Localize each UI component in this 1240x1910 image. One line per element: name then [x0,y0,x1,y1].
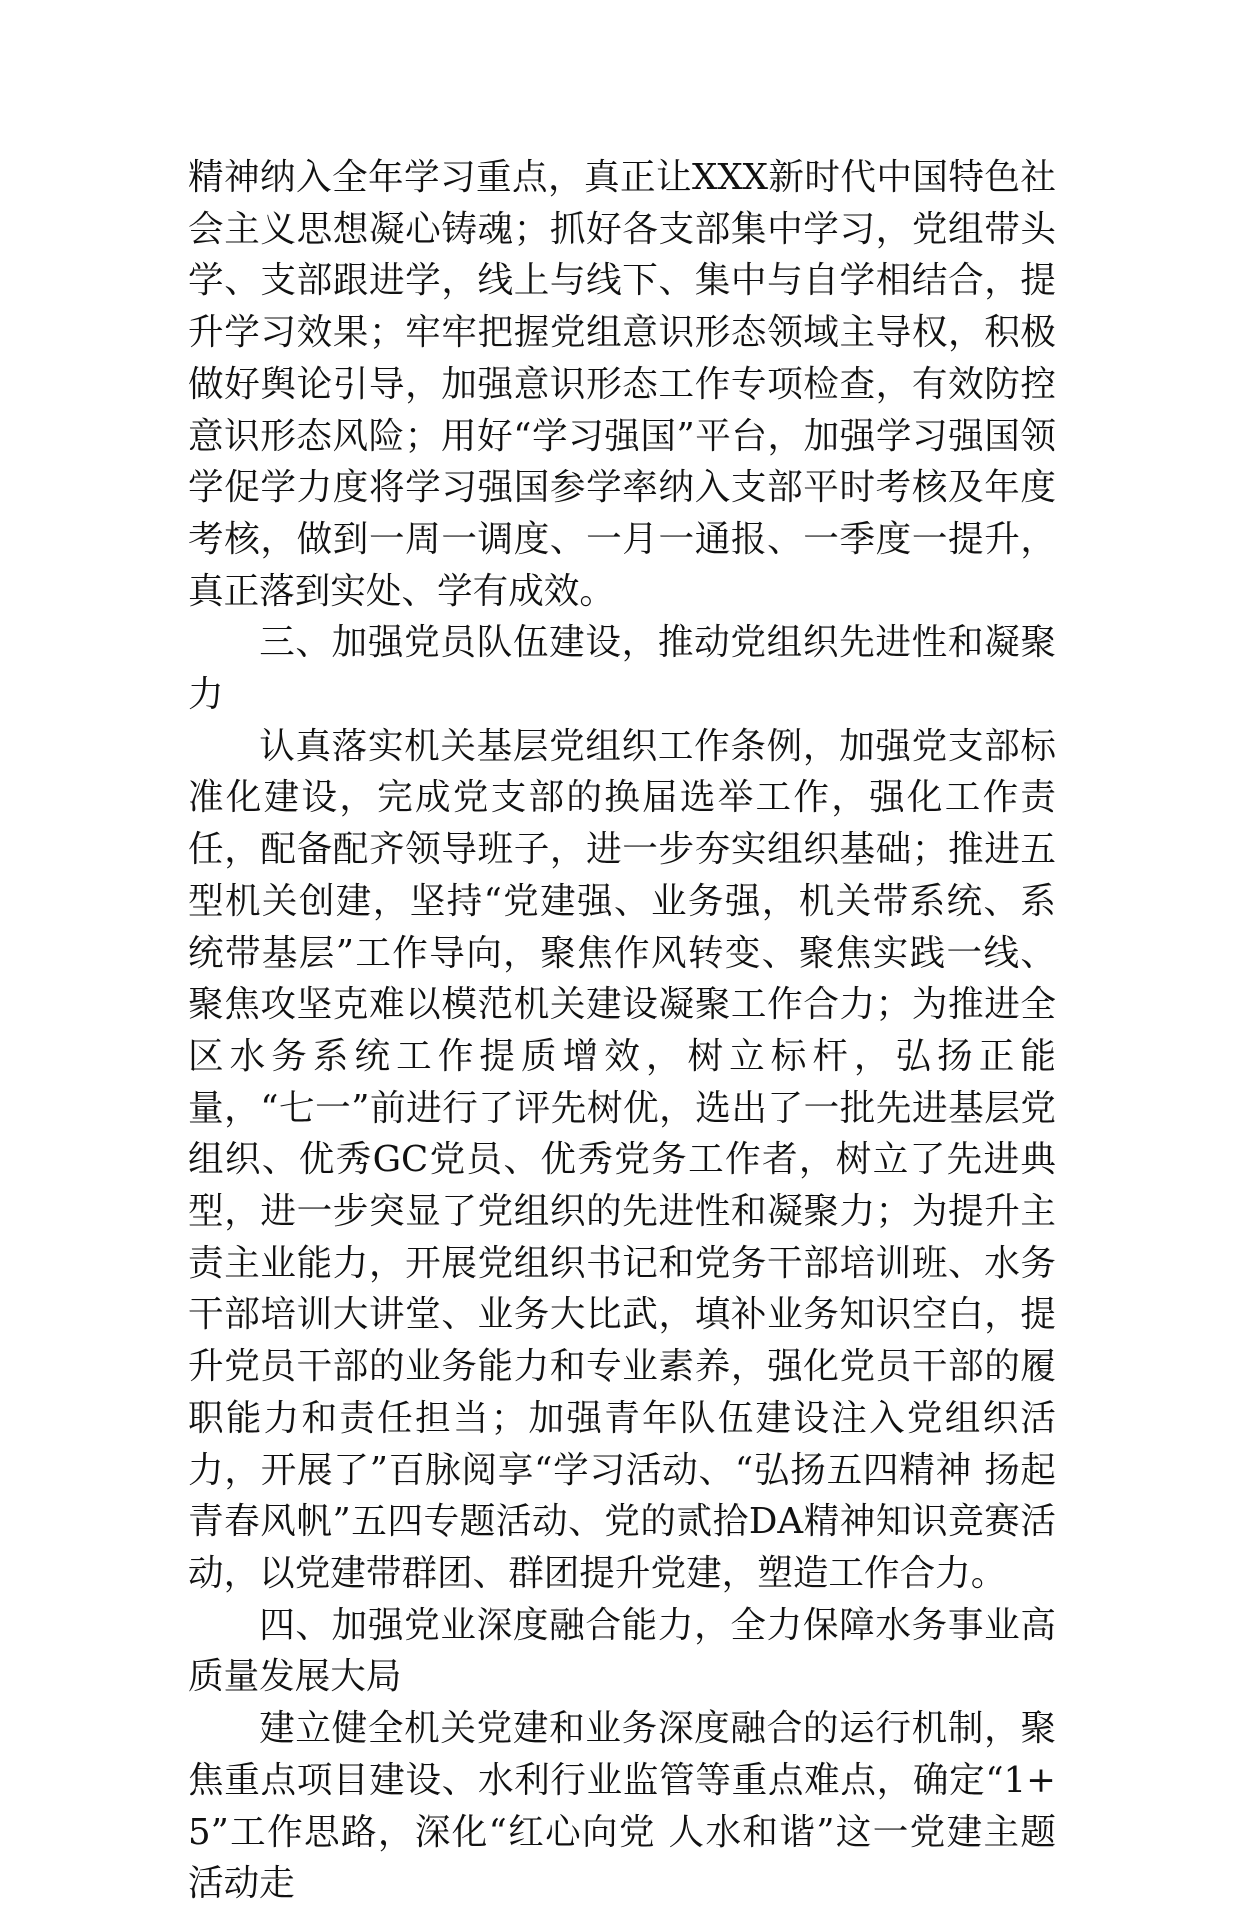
paragraph-study-continuation: 精神纳入全年学习重点，真正让XXX新时代中国特色社会主义思想凝心铸魂；抓好各支部集中学习，党组带头学、支部跟进学，线上与线下、集中与自学相结合，提升学习效果；牢牢把握党组意识形态领域主导权，积极做好舆论引导，加强意识形态工作专项检查，有效防控意识形态风险；用好“学习强国”平台，加强学习强国领学促学力度将学习强国参学率纳入支部平时考核及年度考核，做到一周一调度、一月一通报、一季度一提升，真正落到实处、学有成效。 [188,157,1056,612]
section-heading-integration: 四、加强党业深度融合能力，全力保障水务事业高质量发展大局 [188,1604,1056,1698]
paragraph-party-member-team: 认真落实机关基层党组织工作条例，加强党支部标准化建设，完成党支部的换届选举工作，强化工作责任，配备配齐领导班子，进一步夯实组织基础；推进五型机关创建，坚持“党建强、业务强，机关带系统、系统带基层”工作导向，聚焦作风转变、聚焦实践一线、聚焦攻坚克难以模范机关建设凝聚工作合力；为推进全区水务系统工作提质增效，树立标杆，弘扬正能量，“七一”前进行了评先树优，选出了一批先进基层党组织、优秀GC党员、优秀党务工作者，树立了先进典型，进一步突显了党组织的先进性和凝聚力；为提升主责主业能力，开展党组织书记和党务干部培训班、水务干部培训大讲堂、业务大比武，填补业务知识空白，提升党员干部的业务能力和专业素养，强化党员干部的履职能力和责任担当；加强青年队伍建设注入党组织活力，开展了”百脉阅享“学习活动、“弘扬五四精神 扬起青春风帆”五四专题活动、党的贰拾DA精神知识竞赛活动，以党建带群团、群团提升党建，塑造工作合力。 [188,725,1056,1594]
paragraph-integration: 建立健全机关党建和业务深度融合的运行机制，聚焦重点项目建设、水利行业监管等重点难点，确定“1+5”工作思路，深化“红心向党 人水和谐”这一党建主题活动走 [188,1708,1056,1905]
document-body [188,152,1056,1910]
section-heading-party-member-team: 三、加强党员队伍建设，推动党组织先进性和凝聚力 [188,622,1056,716]
